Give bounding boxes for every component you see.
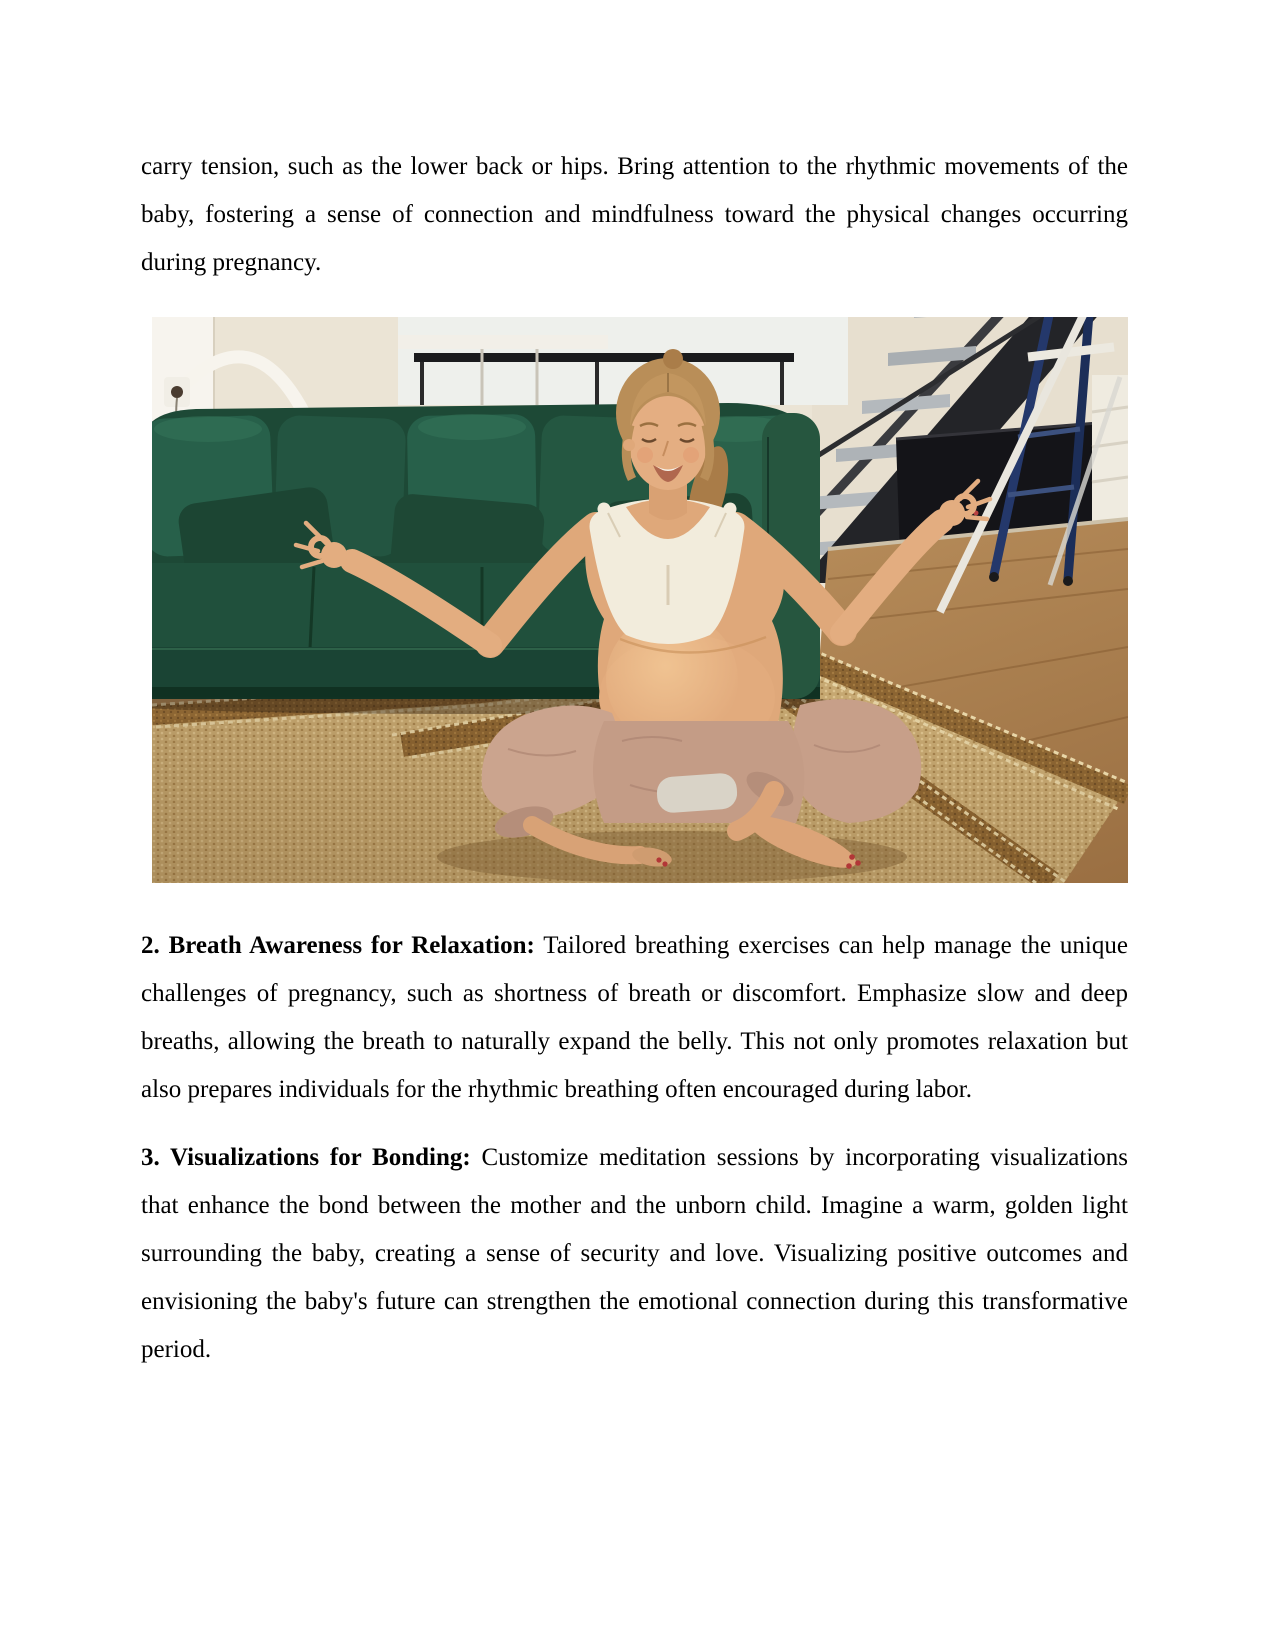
paragraph-2: [141, 922, 1128, 1114]
photo-pregnant-meditation: [152, 317, 1128, 883]
ear: [623, 439, 635, 451]
hair-bun: [663, 349, 683, 369]
paragraph-2-text: Tailored breathing exercises can help manage the unique challenges of pregnancy, such as shortness of breath or discomfort. Emphasize slow and deep breaths, allowing the breath to naturally expand the belly. This not only promotes relaxation but also prepares individuals for the rhythmic breathing often encouraged during labor.: [141, 932, 1128, 1103]
paragraph-3-text: Customize meditation sessions by incorporating visualizations that enhance the bond between the mother and the unborn child. Imagine a warm, golden light surrounding the baby, creating a sense of security and love. Visualizing positive outcomes and envisioning the baby's future can strengthen the emotional connection during this transformative period.: [141, 1144, 1129, 1363]
paragraph-3: [141, 1134, 1128, 1374]
paragraph-1-text: carry tension, such as the lower back or hips. Bring attention to the rhythmic movements of the baby, fostering a sense of connection and mindfulness toward the physical changes occurring during pregnancy.: [141, 153, 1128, 276]
paragraph-1: [141, 143, 1128, 287]
paragraph-3-lead: 3. Visualizations for Bonding:: [141, 1144, 471, 1171]
photo-illustration: [152, 317, 1128, 883]
paragraph-2-lead: 2. Breath Awareness for Relaxation:: [141, 932, 535, 959]
pouf-cushion: [656, 772, 738, 813]
